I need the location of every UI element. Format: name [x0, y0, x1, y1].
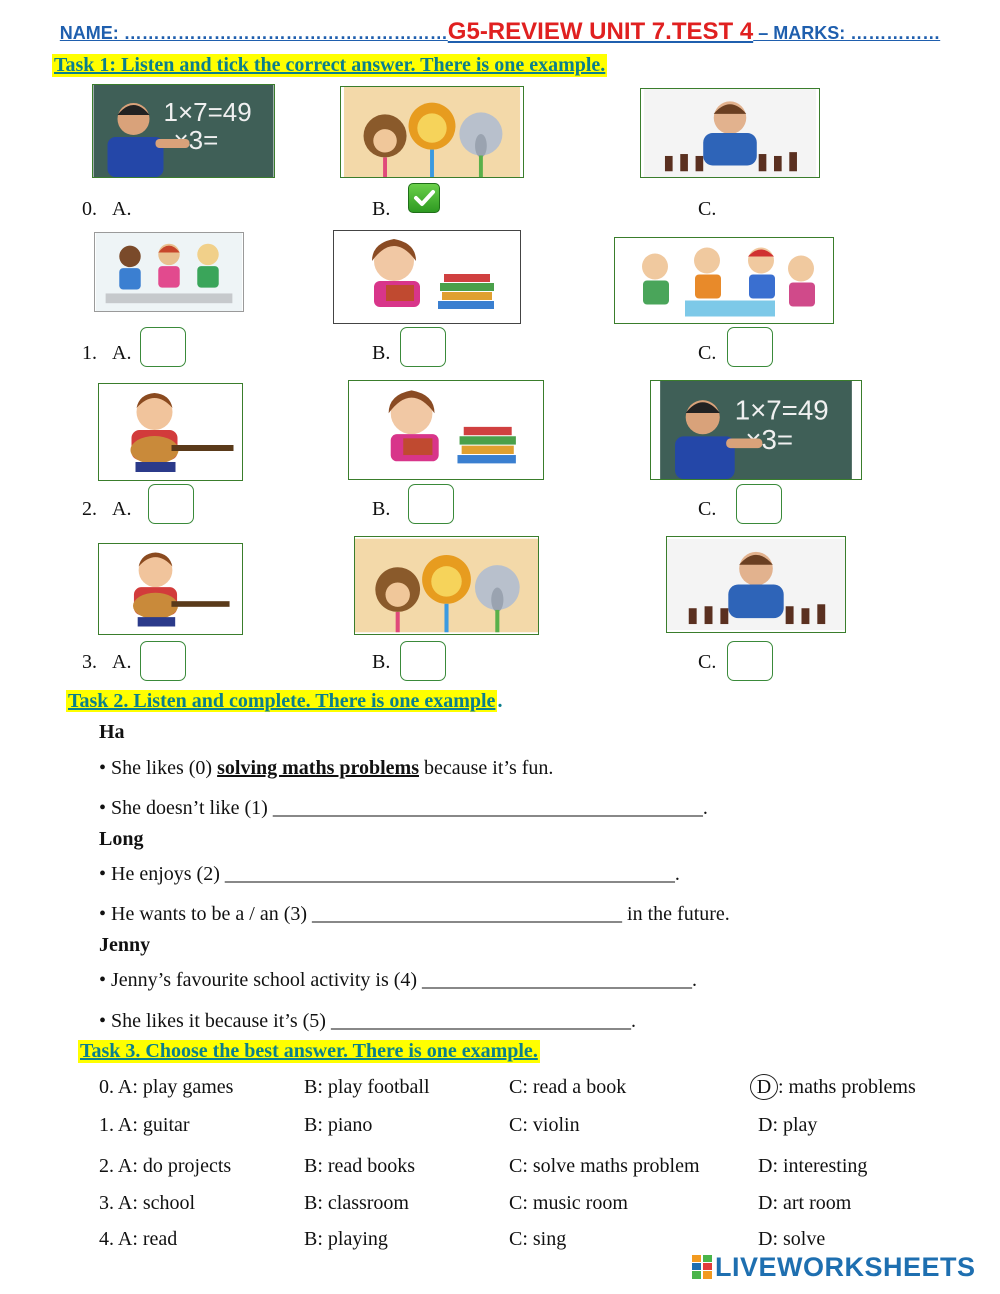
task3-row-1-option-a[interactable]: 1. A: guitar: [99, 1114, 190, 1136]
row-3-option-a-label: A.: [112, 651, 132, 673]
task2-line-1[interactable]: • She doesn’t like (1) ___________________________________________.: [99, 797, 708, 819]
row-1-answer-box-c[interactable]: [727, 327, 773, 367]
name-label: NAME: ………………………………………………: [59, 23, 448, 43]
task2-line-0: [99, 757, 553, 780]
task3-row-3-option-a[interactable]: 3. A: school: [99, 1192, 196, 1214]
task1-heading: Task 1: Listen and tick the correct answer. There is one example.: [54, 54, 606, 76]
picture-maths-problems: [650, 380, 862, 480]
picture-science-project: [94, 232, 244, 312]
liveworksheets-wordmark: LIVEWORKSHEETS: [715, 1252, 976, 1282]
marks-label: – MARKS: ……………: [753, 23, 941, 43]
worksheet-header: [0, 18, 1000, 46]
task2-line-4[interactable]: • Jenny’s favourite school activity is (4) ___________________________.: [99, 969, 698, 991]
picture-playing-guitar: [98, 543, 243, 635]
row-3-option-b-label: B.: [372, 651, 391, 673]
row-1-answer-box-a[interactable]: [140, 327, 186, 367]
task3-row-0-option-c: C: read a book: [509, 1076, 627, 1098]
picture-puppets: [340, 86, 524, 178]
picture-playing-guitar: [98, 383, 243, 481]
row-2-answer-box-b[interactable]: [408, 484, 454, 524]
row-1-option-c-label: C.: [698, 342, 717, 364]
task3-row-2-option-b[interactable]: B: read books: [304, 1155, 416, 1177]
task2-line-0-end: because it’s fun.: [419, 757, 554, 779]
row-2-option-b-label: B.: [372, 498, 391, 520]
row-0-option-a-label: A.: [112, 198, 132, 220]
task3-row-1-option-c[interactable]: C: violin: [509, 1114, 580, 1136]
row-2-answer-box-c[interactable]: [736, 484, 782, 524]
picture-chess: [666, 536, 846, 633]
worksheet-title: G5-REVIEW UNIT 7.TEST 4: [447, 18, 754, 45]
row-3-answer-box-c[interactable]: [727, 641, 773, 681]
task3-heading: Task 3. Choose the best answer. There is one example.: [80, 1040, 538, 1062]
task3-row-4-option-b[interactable]: B: playing: [304, 1228, 388, 1250]
row-2-option-a-label: A.: [112, 498, 132, 520]
task3-row-0-option-b: B: play football: [304, 1076, 430, 1098]
row-1-number: 1.: [82, 342, 97, 364]
name-long: Long: [99, 828, 144, 850]
picture-puppets: [354, 536, 539, 635]
task2-line-5[interactable]: • She likes it because it’s (5) ______________________________.: [99, 1010, 636, 1032]
task2-heading: Task 2. Listen and complete. There is one example: [68, 690, 496, 712]
name-ha: Ha: [99, 721, 125, 743]
liveworksheets-logo: [692, 1252, 976, 1283]
task3-row-0-option-a: 0. A: play games: [99, 1076, 234, 1098]
row-1-option-a-label: A.: [112, 342, 132, 364]
task3-row-0-option-d: [750, 1074, 916, 1100]
row-3-answer-box-b[interactable]: [400, 641, 446, 681]
task2-line-2[interactable]: • He enjoys (2) _____________________________________________.: [99, 863, 680, 885]
example-answer: solving maths problems: [217, 757, 419, 779]
row-1-option-b-label: B.: [372, 342, 391, 364]
row-1-answer-box-b[interactable]: [400, 327, 446, 367]
circled-answer-d: D: [750, 1074, 778, 1100]
row-0-option-c-label: C.: [698, 198, 717, 220]
row-2-option-c-label: C.: [698, 498, 717, 520]
task3-row-2-option-c[interactable]: C: solve maths problem: [509, 1155, 700, 1177]
task3-row-2-option-d[interactable]: D: interesting: [758, 1155, 868, 1177]
picture-reading-books: [348, 380, 544, 480]
name-jenny: Jenny: [99, 934, 151, 956]
task2-line-0-start: • She likes (0): [99, 757, 218, 779]
row-3-number: 3.: [82, 651, 97, 673]
task3-row-4-option-d[interactable]: D: solve: [758, 1228, 826, 1250]
task2-heading-end: .: [497, 690, 503, 712]
picture-maths-problems: [92, 84, 275, 178]
picture-reading-books: [333, 230, 521, 324]
row-2-answer-box-a[interactable]: [148, 484, 194, 524]
task3-row-1-option-b[interactable]: B: piano: [304, 1114, 373, 1136]
task3-row-1-option-d[interactable]: D: play: [758, 1114, 818, 1136]
picture-chess: [640, 88, 820, 178]
row-2-number: 2.: [82, 498, 97, 520]
task3-row-3-option-b[interactable]: B: classroom: [304, 1192, 409, 1214]
task3-row-4-option-a[interactable]: 4. A: read: [99, 1228, 178, 1250]
task3-row-3-option-d[interactable]: D: art room: [758, 1192, 852, 1214]
check-icon: [408, 183, 440, 213]
task3-row-3-option-c[interactable]: C: music room: [509, 1192, 628, 1214]
task2-line-3[interactable]: • He wants to be a / an (3) _______________________________ in the future.: [99, 903, 730, 925]
task3-row-2-option-a[interactable]: 2. A: do projects: [99, 1155, 232, 1177]
row-3-option-c-label: C.: [698, 651, 717, 673]
liveworksheets-icon: [692, 1255, 712, 1279]
task3-row-4-option-c[interactable]: C: sing: [509, 1228, 567, 1250]
task2-heading-line: [66, 690, 502, 713]
row-0-number: 0.: [82, 198, 97, 220]
task3-row-0-option-d-text: : maths problems: [778, 1076, 916, 1098]
row-0-option-b-label: B.: [372, 198, 391, 220]
row-3-answer-box-a[interactable]: [140, 641, 186, 681]
picture-board-game: [614, 237, 834, 324]
